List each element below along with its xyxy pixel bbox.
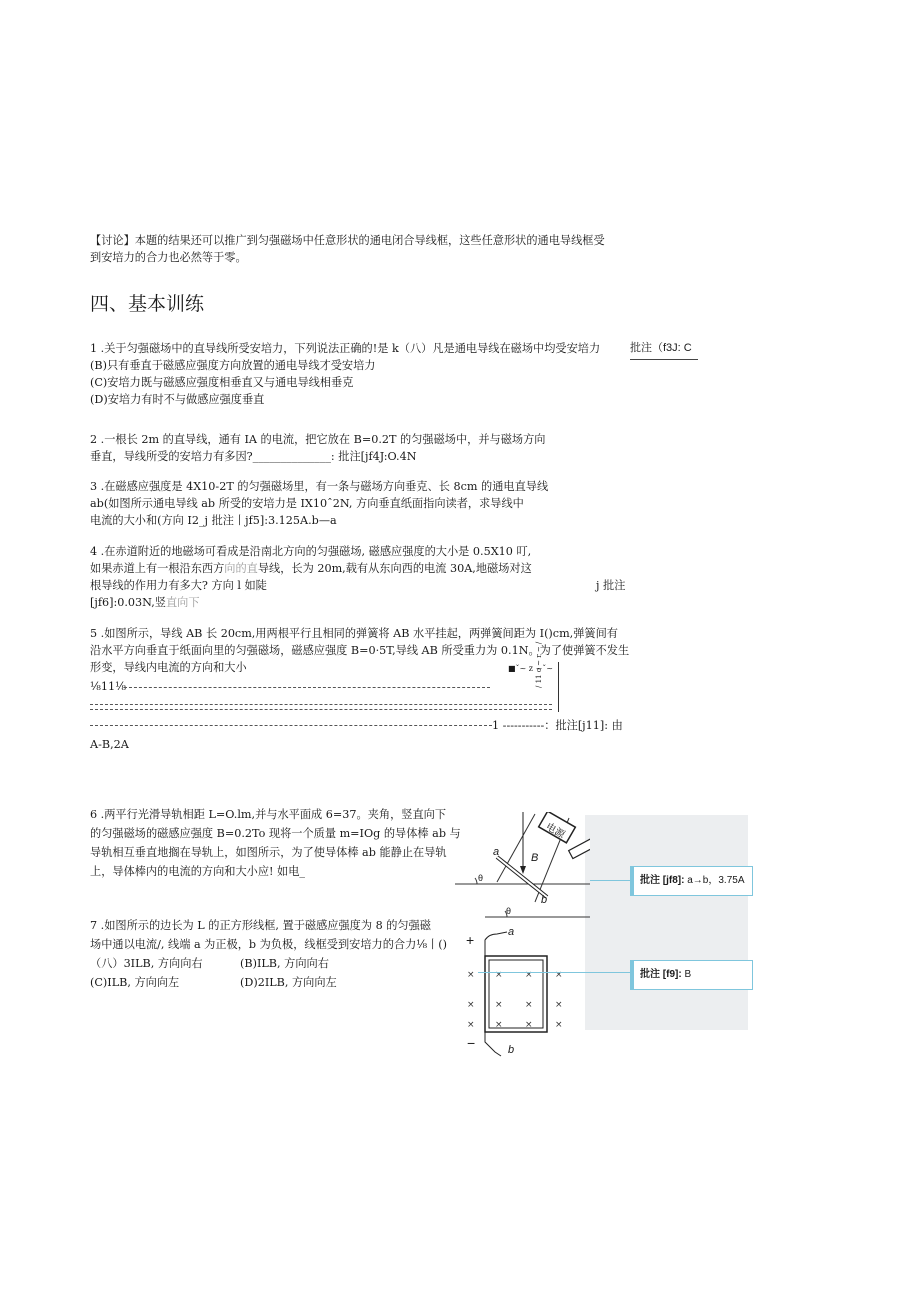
q5-dash-3 [90,709,552,710]
q7-option-c: (C)ILB, 方向向左 [90,976,180,989]
q7-figure-label-b: b [508,1044,515,1056]
q7-figure-minus: − [467,1035,476,1051]
q7-coil-figure [455,928,590,1058]
q3-line-2: ab(如图所示通电导线 ab 所受的安培力是 IX10ˆ2N, 方向垂直纸面指向读者，求导线中 [90,497,524,510]
q5-line-4: ⅛11⅛ [90,680,126,693]
discussion-line-1: 【讨论】本题的结果还可以推广到匀强磁场中任意形状的通电闭合导线框，这些任意形状的通电导线框受 [90,234,605,247]
q5-figure-text-1: ■ˇ~ z ~ˇ~ [508,664,553,673]
q1-option-c: (C)安培力既与磁感应强度相垂直又与通电导线相垂克 [90,376,354,389]
q7-option-a: （八）3ILB, 方向向右 [90,957,203,970]
q6-figure-label-B: B [531,852,539,864]
q6-line-4: 上，导体棒内的电流的方向和大小应! 如电_ [90,865,306,878]
q4-line-4-part-a: [jf6]:0.03N,竖 [90,596,166,609]
svg-text:×: × [525,970,533,980]
svg-text:×: × [495,1000,503,1010]
svg-text:×: × [467,1020,475,1030]
svg-text:×: × [525,1020,533,1030]
q5-line-3: 形变，导线内电流的方向和大小 [90,661,247,674]
q4-line-2-part-b: 向的直 [224,562,258,575]
svg-text:×: × [555,970,563,980]
svg-text:×: × [495,970,503,980]
q4-line-1: 4 .在赤道附近的地磁场可看成是沿南北方向的匀强磁场, 磁感应强度的大小是 0.5X10 叮, [90,545,532,558]
q3-line-3: 电流的大小和(方向 I2_j 批注丨jf5]:3.125A.b—a [90,514,337,527]
q5-dash-1 [124,687,490,688]
q7-line-2: 场中通以电流/, 线端 a 为正极，b 为负极，线框受到安培力的合力⅛丨() [90,938,448,951]
svg-text:×: × [555,1000,563,1010]
q6-annotation-connector [590,880,630,881]
q7-annotation-box [630,960,753,990]
q7-annotation-connector [478,972,630,973]
q3-line-1: 3 .在磁感应强度是 4X10-2T 的匀强磁场里，有一条与磁场方向垂克、长 8cm 的通电直导线 [90,480,549,493]
q6-line-1: 6 .两平行光滑导轨相距 L=O.lm,并与水平面成 6=37。夹角，竖直向下 [90,808,447,821]
q1-option-d: (D)安培力有时不与做感应强度垂直 [90,393,265,406]
q5-figure-text-2: / 11 o ~ r ~ / [535,641,543,688]
svg-text:×: × [467,970,475,980]
q4-line-4-part-b: 直向下 [165,596,200,609]
q5-line-6: 1 -----------：批注[j11]: 由 [492,719,623,732]
q6-annotation-body: a→b，3.75A [684,875,745,886]
annotation-panel [585,815,748,1030]
q1-annotation-underline [630,359,698,360]
q6-figure-label-theta-2: θ [506,906,512,916]
q6-figure-label-theta-1: θ [478,873,484,883]
svg-text:×: × [555,1020,563,1030]
svg-text:×: × [495,1020,503,1030]
q6-figure-label-power: 电源 [543,821,567,841]
q6-annotation-box [630,866,753,896]
q4-line-2-part-a: 如果赤道上有一根沿东西方 [90,562,225,575]
q1-stem: 1 .关于匀强磁场中的直导线所受安培力，下列说法正确的!是 k（八）凡是通电导线在磁场中均受安培力 [90,342,601,355]
q7-figure-plus: + [466,932,475,948]
q6-figure-label-b: b [541,894,548,906]
q6-line-2: 的匀强磁场的磁感应强度 B=0.2To 现将一个质量 m=IOg 的导体棒 ab 与 [90,827,461,840]
svg-text:×: × [525,1000,533,1010]
q7-line-1: 7 .如图所示的边长为 L 的正方形线框, 置于磁感应强度为 8 的匀强磁 [90,919,431,932]
q4-line-4 [90,595,200,610]
q4-line-3b: j 批注 [596,579,626,592]
q1-annotation: 批注（f3J: C [630,342,692,354]
q6-rail-figure [455,812,590,927]
q7-annotation-body: B [681,969,692,980]
q5-figure-bar [558,662,559,712]
q7-option-d: (D)2ILB, 方向向左 [240,976,337,989]
q4-line-2-part-c: 导线，长为 20m,载有从东向西的电流 30A,地磁场对这 [257,562,532,575]
discussion-line-2: 到安培力的合力也必然等于零。 [90,251,247,264]
svg-text:×: × [467,1000,475,1010]
q1-option-b: (B)只有垂直于磁感应强度方向放置的通电导线才受安培力 [90,359,376,372]
q5-line-1: 5 .如图所示，导线 AB 长 20cm,用两根平行且相同的弹簧将 AB 水平挂起，两弹簧间距为 I()cm,弹簧间有 [90,627,618,640]
q4-line-3a: 根导线的作用力有多大? 方向 l 如陡 [90,579,267,592]
q7-option-b: (B)ILB, 方向向右 [240,957,329,970]
q5-dash-2 [90,704,552,705]
q5-dash-4 [90,725,492,726]
q4-line-2 [90,561,532,576]
section-title: 四、基本训练 [90,293,205,315]
q7-annotation-head: 批注 [f9]: [640,969,682,980]
q7-figure-label-a: a [508,926,515,938]
q6-figure-label-a: a [493,846,500,858]
q2-line-1: 2 .一根长 2m 的直导线，通有 IA 的电流，把它放在 B=0.2T 的匀强磁场中，并与磁场方向 [90,433,546,446]
q2-line-2: 垂直，导线所受的安培力有多因?______________: 批注[jf4J:O.4N [90,450,417,463]
q6-line-3: 导轨相互垂直地搁在导轨上，如图所示，为了使导体棒 ab 能静止在导轨 [90,846,447,859]
q5-line-7: A-B,2A [90,738,129,751]
q5-line-2: 沿水平方向垂直于纸面向里的匀强磁场，磁感应强度 B=0·5T,导线 AB 所受重力为 0.1N。为了使弹簧不发生 [90,644,630,657]
q6-annotation-head: 批注 [jf8]: [640,875,685,886]
